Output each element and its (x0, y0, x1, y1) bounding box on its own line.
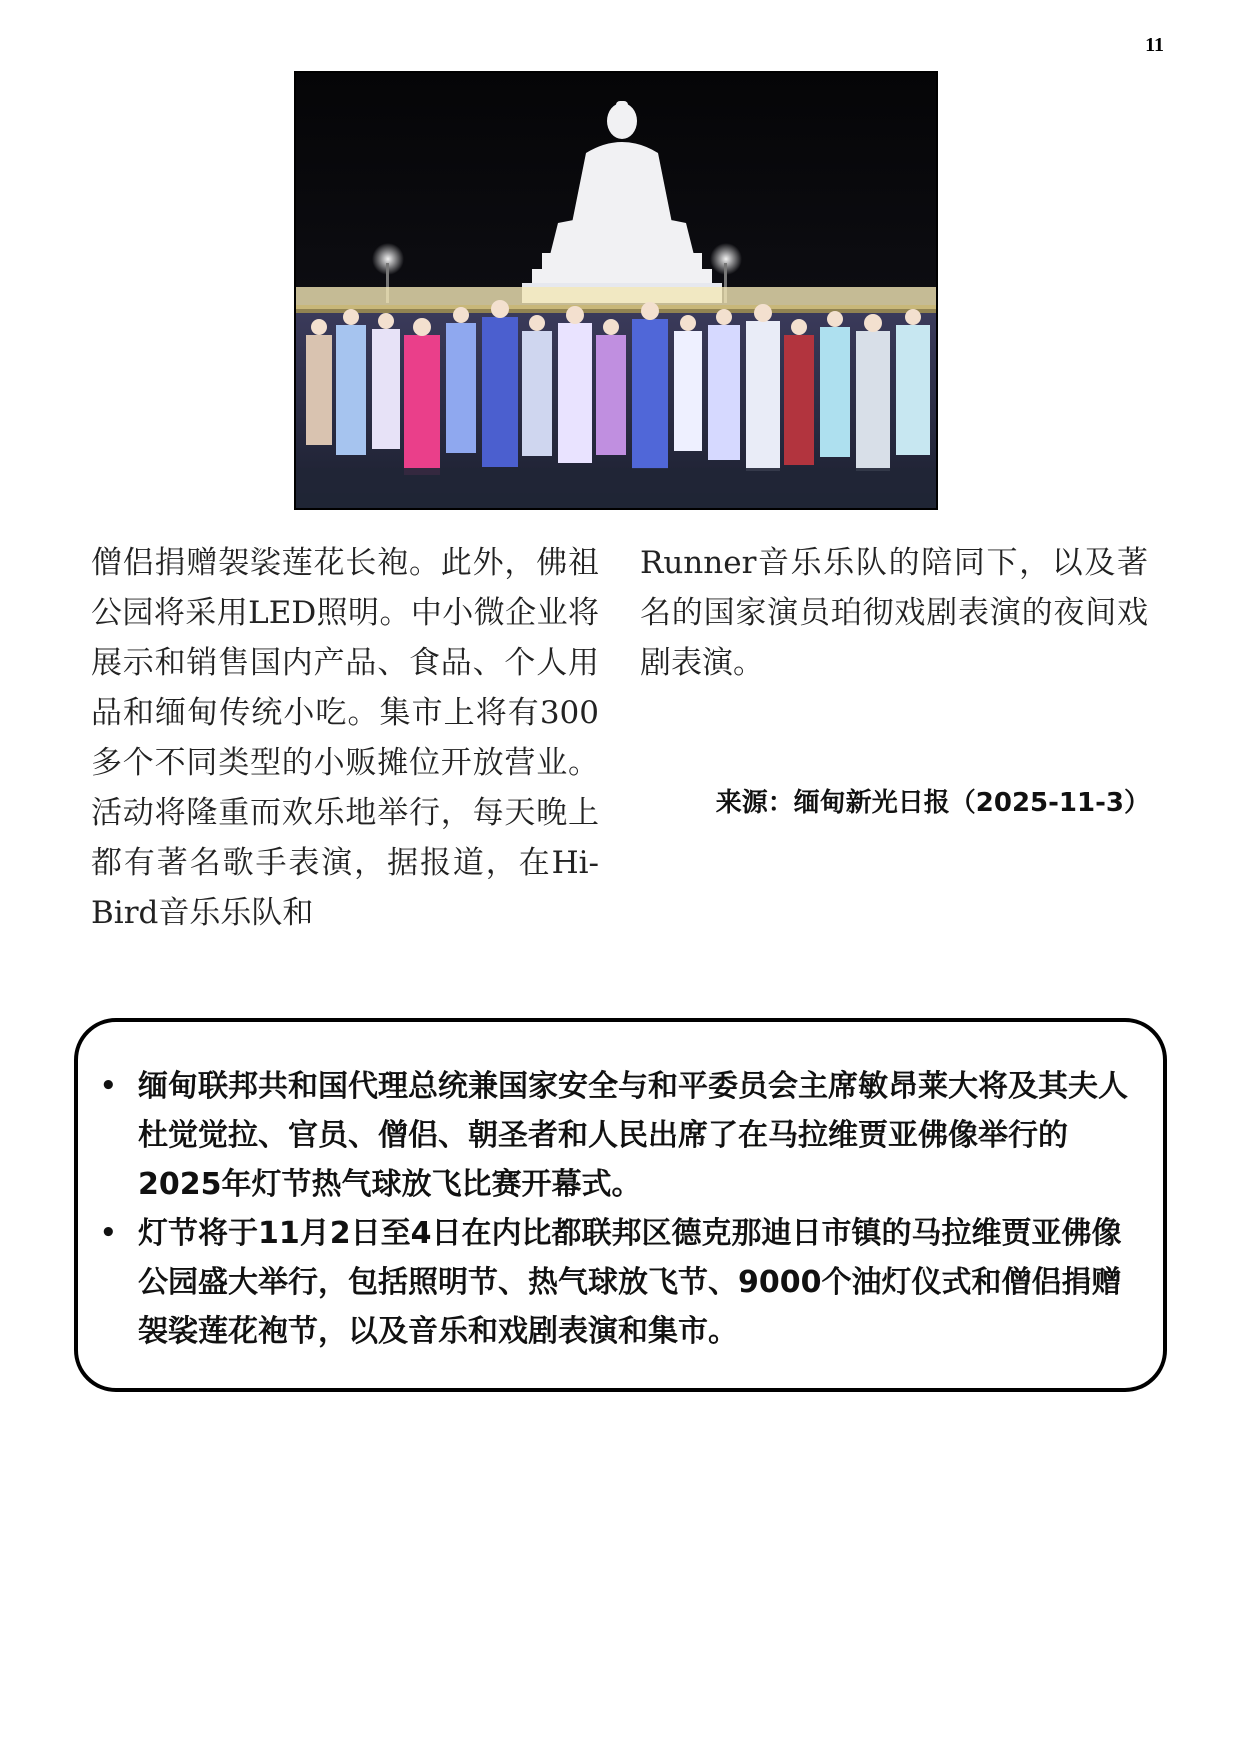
summary-item (100, 1209, 1141, 1356)
photo-illustration (296, 73, 936, 508)
buddha-statue-festival-photo (294, 71, 938, 510)
summary-item-text: 灯节将于11月2日至4日在内比都联邦区德克那迪日市镇的马拉维贾亚佛像公园盛大举行，包括照明节、热气球放飞节、9000个油灯仪式和僧侣捐赠袈裟莲花袍节，以及音乐和戏剧表演和集市。 (138, 1216, 1122, 1349)
article-left-column: 僧侣捐赠袈裟莲花长袍。此外，佛祖公园将采用LED照明。中小微企业将展示和销售国内产品、食品、个人用品和缅甸传统小吃。集市上将有300多个不同类型的小贩摊位开放营业。活动将隆重而欢乐地举行，每天晚上都有著名歌手表演，据报道，在Hi-Bird音乐乐队和 (91, 545, 599, 931)
summary-box (74, 1018, 1167, 1392)
summary-item (100, 1062, 1141, 1209)
article-source: 来源：缅甸新光日报（2025-11-3） (715, 788, 1150, 818)
page-number: 11 (1145, 34, 1164, 56)
article-right-column: Runner音乐乐队的陪同下，以及著名的国家演员珀彻戏剧表演的夜间戏剧表演。 (640, 545, 1148, 681)
summary-list (100, 1062, 1141, 1356)
bullet-icon: • (100, 1071, 117, 1101)
bullet-icon: • (100, 1218, 117, 1248)
summary-item-text: 缅甸联邦共和国代理总统兼国家安全与和平委员会主席敏昂莱大将及其夫人杜觉觉拉、官员、僧侣、朝圣者和人民出席了在马拉维贾亚佛像举行的2025年灯节热气球放飞比赛开幕式。 (138, 1069, 1128, 1202)
